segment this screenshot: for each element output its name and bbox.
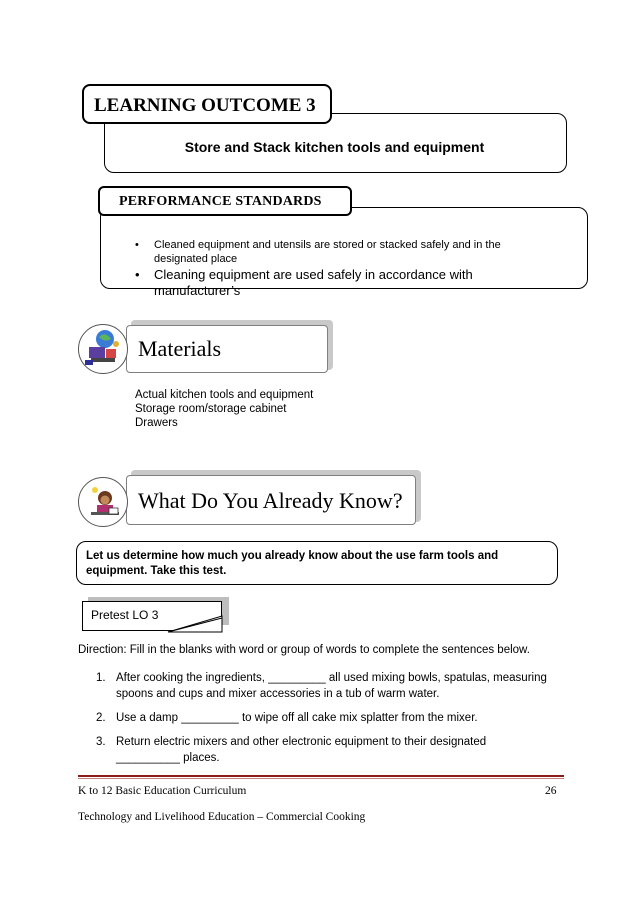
list-item: Drawers (135, 417, 178, 429)
know-intro-line: Let us determine how much you already know about the use farm tools and (86, 550, 499, 562)
footer-curriculum: K to 12 Basic Education Curriculum (78, 785, 247, 797)
list-item: • Cleaned equipment and utensils are stored or stacked safely and in the designated place (135, 239, 501, 265)
materials-list (135, 388, 313, 430)
list-item: 2. Use a damp _________ to wipe off all cake mix splatter from the mixer. (96, 712, 478, 724)
performance-standards-box (100, 207, 588, 298)
performance-standards-tab: PERFORMANCE STANDARDS (98, 186, 352, 216)
student-reading-clipart-icon (78, 477, 128, 527)
materials-title: Materials (138, 336, 222, 361)
list-item: 1. After cooking the ingredients, _________ all used mixing bowls, spatulas, measuring spoons and cups and mixer accessories in a tub of warm water. (96, 672, 547, 700)
know-intro-box (76, 541, 558, 585)
know-title: What Do You Already Know? (138, 488, 403, 513)
performance-standards-list (101, 238, 561, 300)
list-item: Storage room/storage cabinet (135, 403, 287, 415)
learning-outcome-tab: LEARNING OUTCOME 3 (82, 84, 332, 124)
materials-header-box (126, 325, 328, 373)
footer-divider (78, 775, 564, 777)
direction-text: Direction: Fill in the blanks with word or group of words to complete the sentences below. (78, 644, 530, 656)
list-item: • Cleaning equipment are used safely in accordance with manufacturer’s (135, 267, 473, 298)
bullet-icon: • (135, 239, 139, 251)
know-intro-line: equipment. Take this test. (86, 565, 227, 577)
page-number: 26 (545, 785, 557, 797)
footer-subject: Technology and Livelihood Education – Commercial Cooking (78, 811, 366, 823)
learning-outcome-subtitle: Store and Stack kitchen tools and equipment (184, 139, 485, 155)
pretest-label: Pretest LO 3 (82, 601, 222, 631)
tools-clipart-icon (78, 324, 128, 374)
footer-divider (78, 778, 564, 779)
bullet-icon: • (135, 267, 140, 282)
question-list (96, 670, 566, 774)
pretest-corner-fold-icon (166, 614, 226, 634)
know-header-box (126, 475, 416, 525)
list-item: Actual kitchen tools and equipment (135, 389, 314, 401)
list-item: 3. Return electric mixers and other electronic equipment to their designated __________ places. (96, 736, 487, 764)
